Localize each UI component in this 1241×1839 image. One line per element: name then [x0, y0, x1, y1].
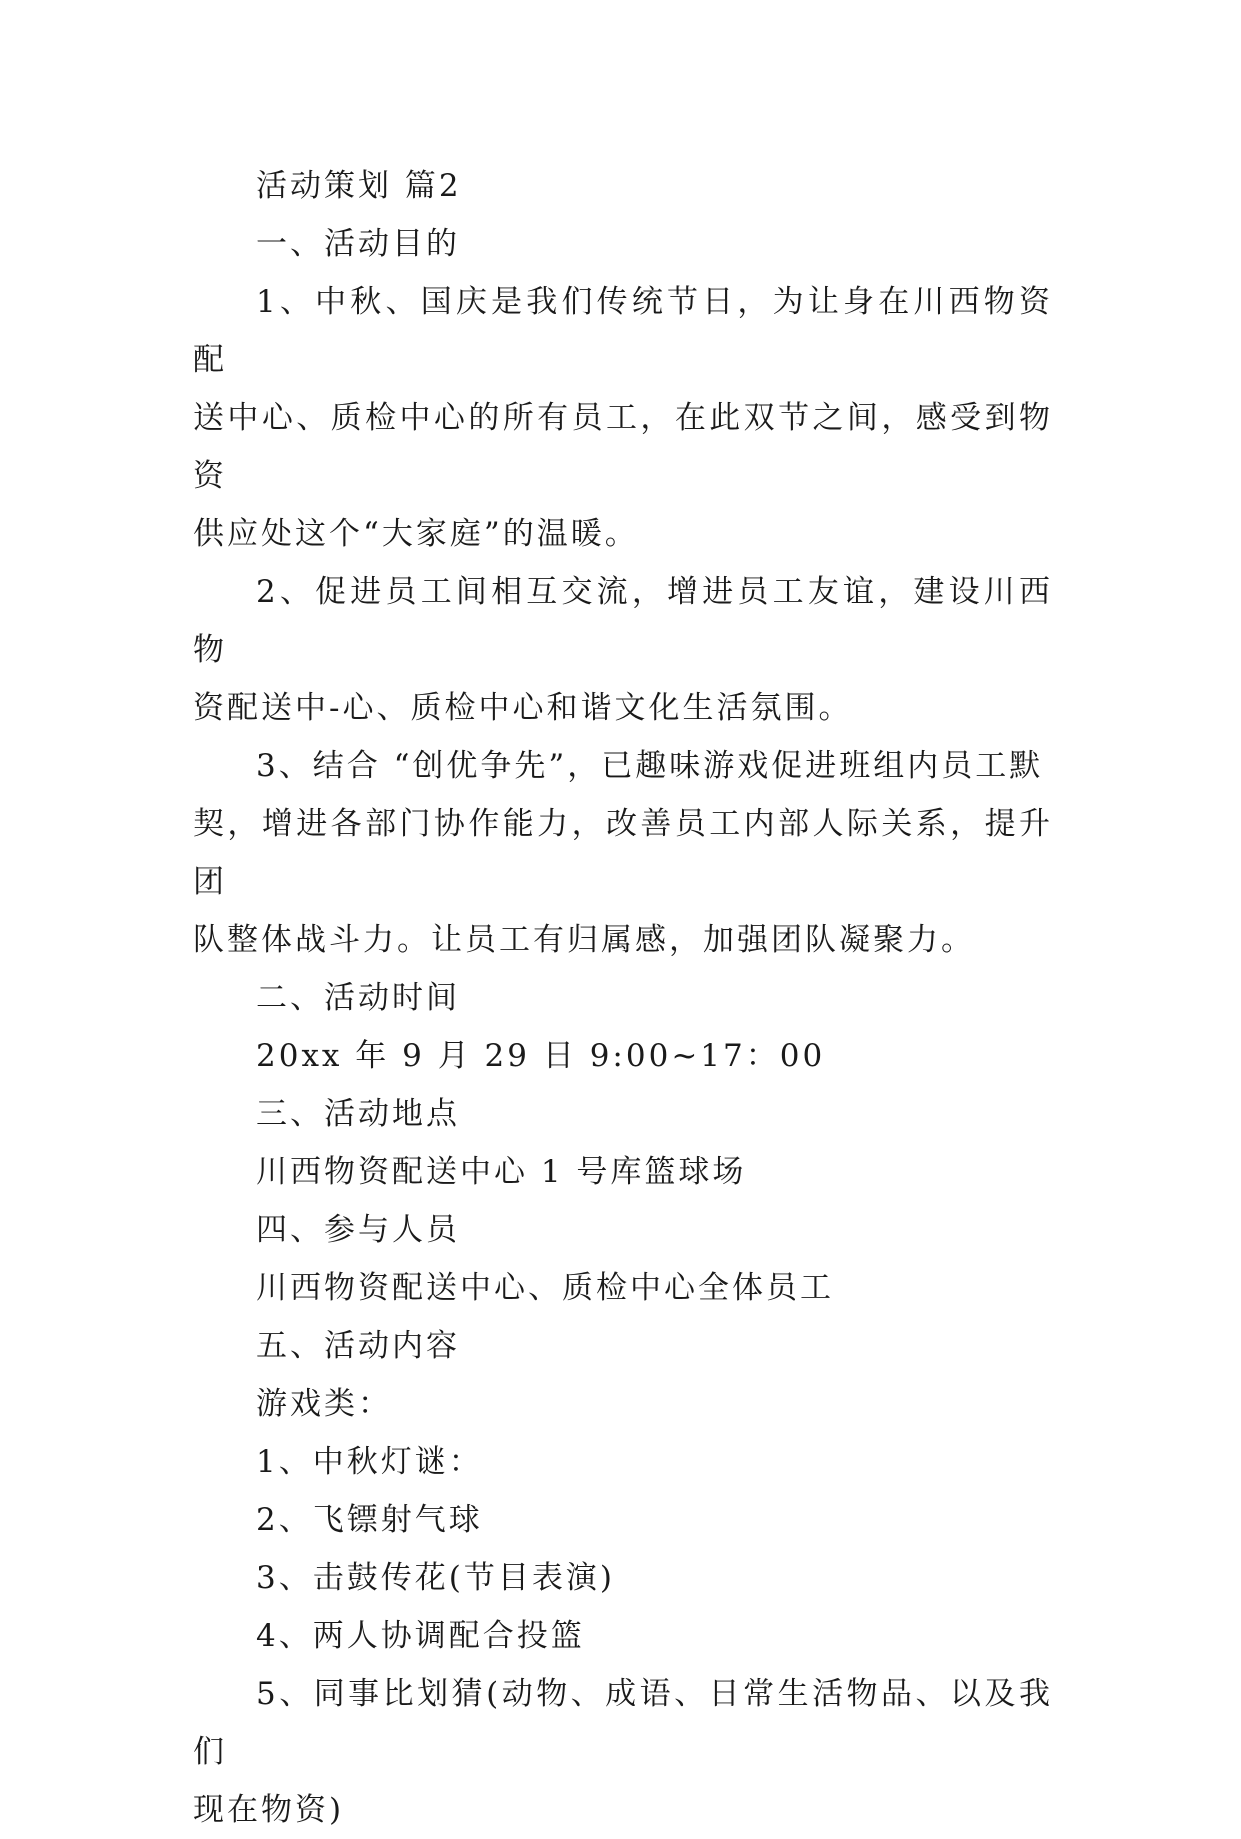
game-item-5 — [193, 1665, 1053, 1839]
paragraph-line: 1、中秋、国庆是我们传统节日，为让身在川西物资配 — [193, 284, 1053, 378]
purpose-item-3 — [193, 737, 1053, 969]
document-title: 活动策划 篇2 — [256, 168, 462, 204]
paragraph-line: 5、同事比划猜(动物、成语、日常生活物品、以及我们 — [193, 1676, 1053, 1770]
document-body — [193, 157, 1053, 1839]
paragraph-line: 送中心、质检中心的所有员工，在此双节之间，感受到物资 — [193, 400, 1053, 494]
paragraph-line: 资配送中-心、质检中心和谐文化生活氛围。 — [193, 690, 853, 726]
section-heading-time: 二、活动时间 — [256, 980, 460, 1016]
game-item: 2、飞镖射气球 — [256, 1502, 483, 1538]
event-participants: 川西物资配送中心、质检中心全体员工 — [256, 1270, 834, 1306]
section-heading-participants: 四、参与人员 — [256, 1212, 460, 1248]
game-item: 3、击鼓传花(节目表演) — [256, 1560, 615, 1596]
paragraph-line: 契，增进各部门协作能力，改善员工内部人际关系，提升团 — [193, 806, 1053, 900]
paragraph-line: 2、促进员工间相互交流，增进员工友谊，建设川西物 — [193, 574, 1053, 668]
paragraph-line: 供应处这个“大家庭”的温暖。 — [193, 516, 639, 552]
game-item: 1、中秋灯谜： — [256, 1444, 483, 1480]
event-location: 川西物资配送中心 1 号库篮球场 — [256, 1154, 747, 1190]
section-heading-location: 三、活动地点 — [256, 1096, 460, 1132]
paragraph-line: 队整体战斗力。让员工有归属感，加强团队凝聚力。 — [193, 922, 975, 958]
section-heading-content: 五、活动内容 — [256, 1328, 460, 1364]
event-time: 20xx 年 9 月 29 日 9:00~17：00 — [256, 1038, 826, 1074]
section-heading-purpose: 一、活动目的 — [256, 226, 460, 262]
game-item: 4、两人协调配合投篮 — [256, 1618, 585, 1654]
paragraph-line: 3、结合 “创优争先”，已趣味游戏促进班组内员工默 — [256, 748, 1044, 784]
paragraph-line: 现在物资) — [193, 1792, 345, 1828]
games-subheading: 游戏类： — [256, 1386, 392, 1422]
purpose-item-2 — [193, 563, 1053, 737]
purpose-item-1 — [193, 273, 1053, 563]
